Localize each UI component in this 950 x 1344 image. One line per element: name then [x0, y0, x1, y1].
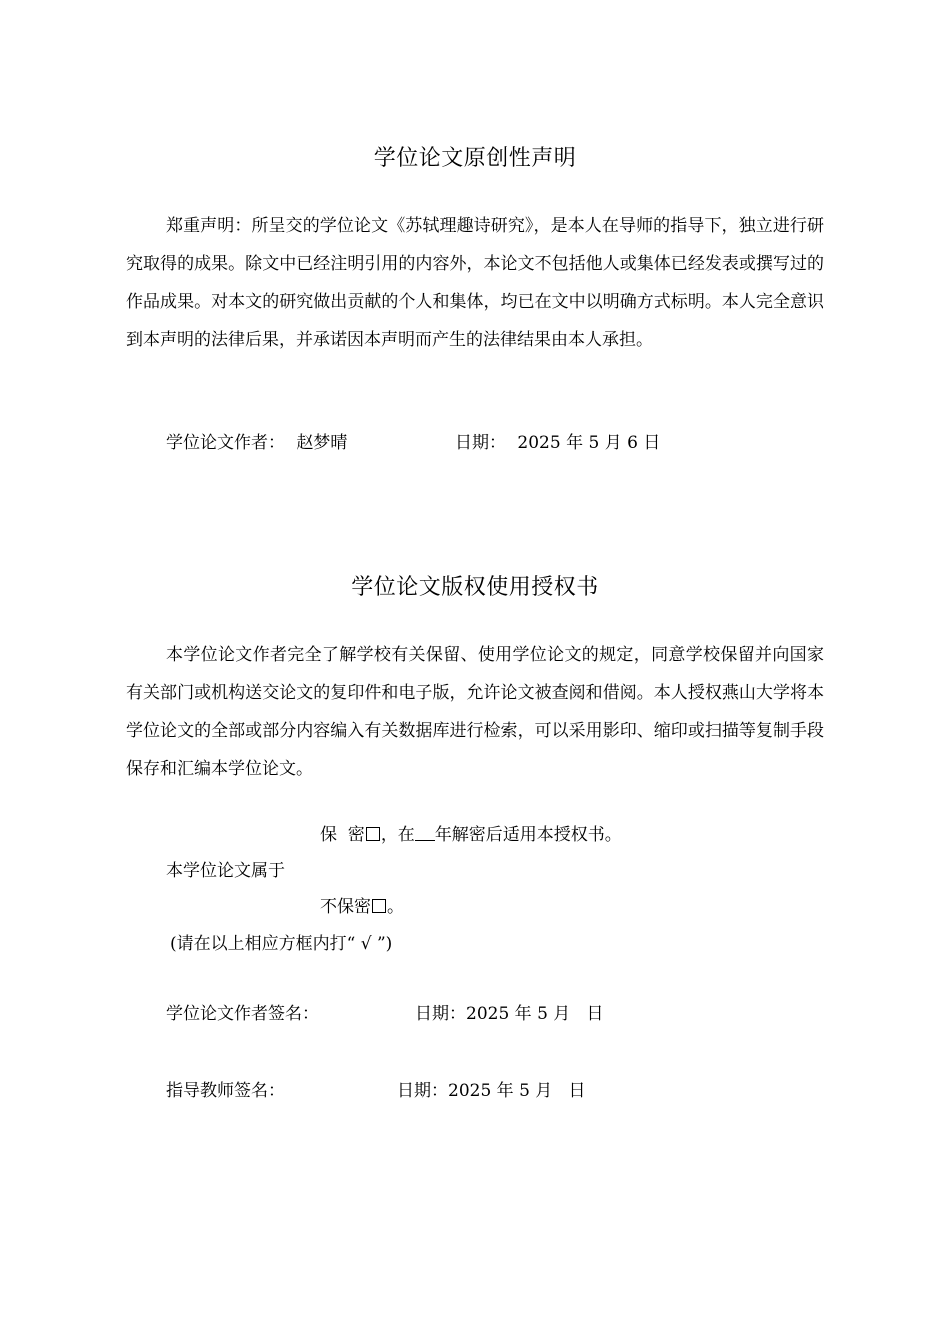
- advisor-sign-date: [397, 1076, 586, 1101]
- not-secret-end: 。: [387, 897, 404, 917]
- secret-checkbox[interactable]: [366, 827, 380, 841]
- author-sign-label: 学位论文作者签名：: [166, 1004, 319, 1024]
- author-label: 学位论文作者：: [166, 433, 285, 453]
- author-name: 赵梦晴: [296, 433, 348, 453]
- date-label: 日期：: [455, 433, 506, 453]
- secret-mid-text: ，在: [380, 825, 415, 845]
- declaration-author-line: [166, 428, 347, 453]
- author-sign-date: [415, 999, 604, 1024]
- date-value: 2025 年 5 月 6 日: [517, 433, 661, 453]
- secret-option-line: [320, 820, 622, 845]
- not-secret-checkbox[interactable]: [372, 899, 386, 913]
- not-secret-label: 不保密: [320, 897, 371, 917]
- checkmark-note: (请在以上相应方框内打“ √ ”): [170, 934, 393, 954]
- authorization-body: 本学位论文作者完全了解学校有关保留、使用学位论文的规定，同意学校保留并向国家有关部门或机构送交论文的复印件和电子版，允许论文被查阅和借阅。本人授权燕山大学将本学位论文的全部或部分内容编入有关数据库进行检索，可以采用影印、缩印或扫描等复制手段保存和汇编本学位论文。: [126, 645, 824, 779]
- secret-suffix-text: 年解密后适用本授权书。: [434, 825, 622, 845]
- secret-label: 保 密: [320, 825, 365, 845]
- author-sign-date-label: 日期：: [415, 1004, 466, 1024]
- advisor-sign-date-label: 日期：: [397, 1081, 448, 1101]
- declaration-title: 学位论文原创性声明: [373, 146, 577, 171]
- declaration-date-line: [455, 428, 660, 453]
- advisor-sign-date-value: 2025 年 5 月 日: [448, 1081, 586, 1101]
- belongs-label: 本学位论文属于: [166, 861, 285, 881]
- author-sign-date-value: 2025 年 5 月 日: [466, 1004, 604, 1024]
- years-blank[interactable]: [415, 826, 435, 841]
- advisor-sign-label: 指导教师签名：: [166, 1081, 285, 1101]
- authorization-title: 学位论文版权使用授权书: [351, 575, 599, 600]
- not-secret-option-line: [320, 892, 404, 917]
- declaration-body: 郑重声明：所呈交的学位论文《苏轼理趣诗研究》，是本人在导师的指导下，独立进行研究取得的成果。除文中已经注明引用的内容外，本论文不包括他人或集体已经发表或撰写过的作品成果。对本文的研究做出贡献的个人和集体，均已在文中以明确方式标明。本人完全意识到本声明的法律后果，并承诺因本声明而产生的法律结果由本人承担。: [126, 216, 824, 350]
